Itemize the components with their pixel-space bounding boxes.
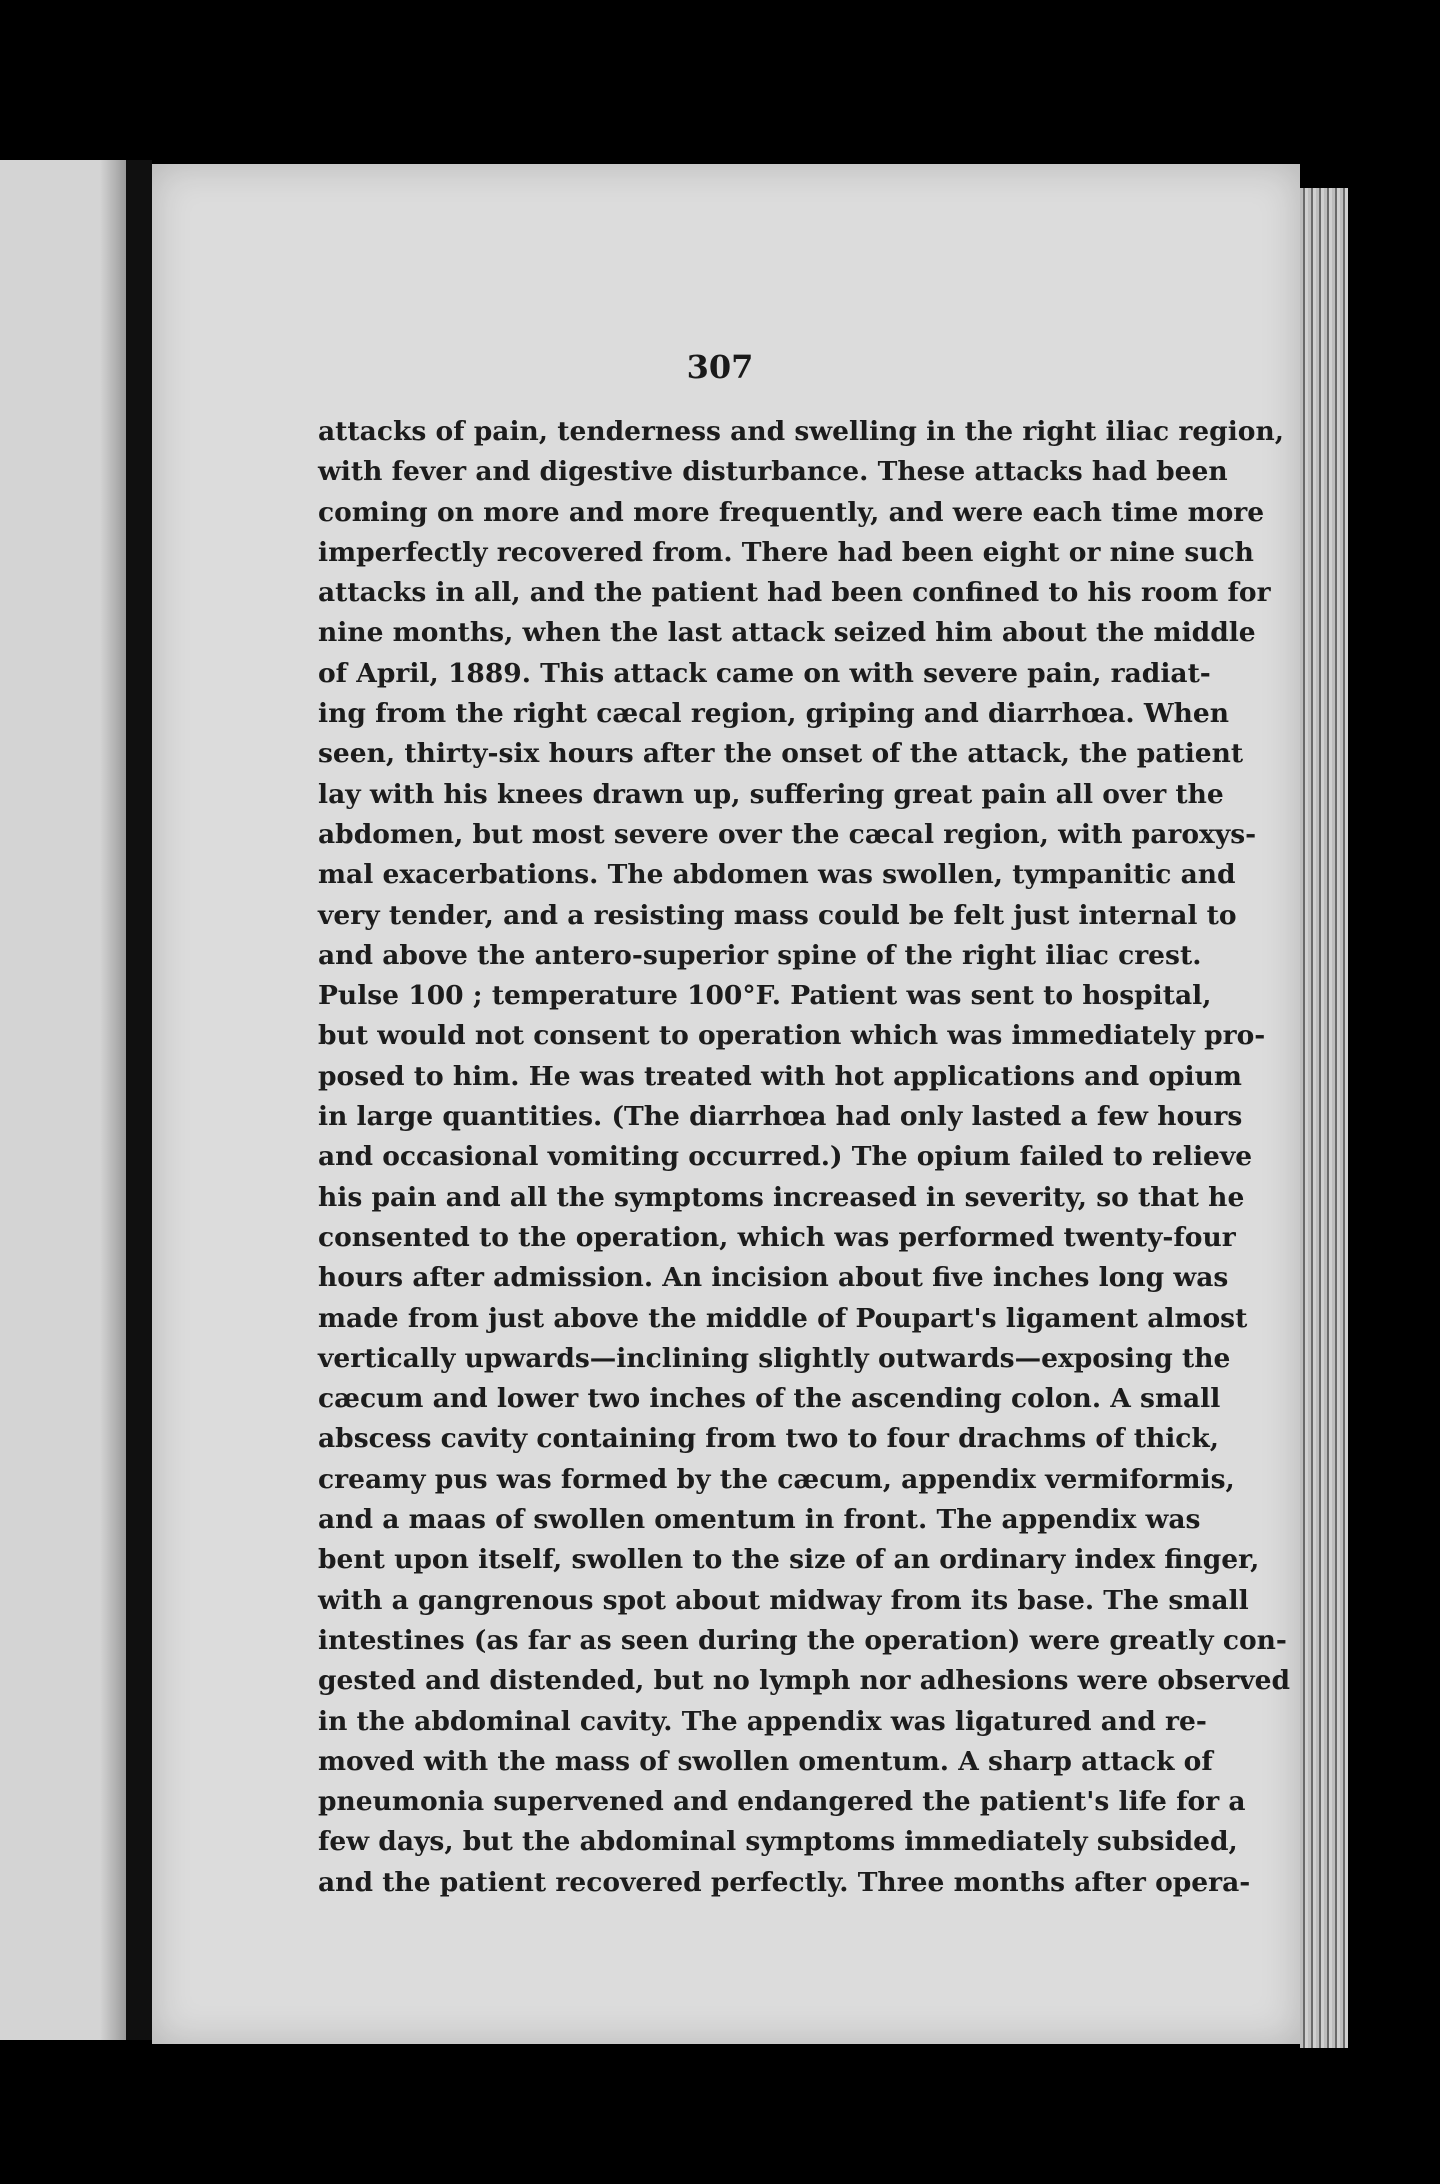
body-text (318, 412, 1291, 1903)
text-line: abscess cavity containing from two to four drachms of thick, (318, 1423, 1219, 1455)
book-spine (126, 160, 152, 2040)
text-line: gested and distended, but no lymph nor adhesions were observed (318, 1665, 1291, 1697)
page-number: 307 (686, 348, 754, 386)
page-edges (1300, 188, 1348, 2048)
text-line: moved with the mass of swollen omentum. A sharp attack of (318, 1745, 1213, 1777)
text-line: vertically upwards—inclining slightly outwards—exposing the (318, 1342, 1231, 1374)
text-line: attacks of pain, tenderness and swelling in the right iliac region, (318, 416, 1284, 447)
text-line: and occasional vomiting occurred.) The opium failed to relieve (318, 1141, 1253, 1173)
text-line: cæcum and lower two inches of the ascending colon. A small (318, 1383, 1221, 1415)
text-line: pneumonia supervened and endangered the patient's life for a (318, 1786, 1246, 1818)
text-line: very tender, and a resisting mass could be felt just internal to (318, 899, 1237, 931)
facing-page-gutter-shadow (100, 160, 126, 2040)
text-line: of April, 1889. This attack came on with severe pain, radiat- (318, 657, 1211, 689)
text-line: few days, but the abdominal symptoms immediately subsided, (318, 1826, 1238, 1858)
text-line: mal exacerbations. The abdomen was swollen, tympanitic and (318, 859, 1236, 891)
text-line: in the abdominal cavity. The appendix was ligatured and re- (318, 1705, 1207, 1737)
text-line: abdomen, but most severe over the cæcal region, with paroxys- (318, 818, 1257, 850)
text-line: coming on more and more frequently, and were each time more (318, 496, 1265, 528)
text-line: and the patient recovered perfectly. Three months after opera- (318, 1866, 1251, 1898)
text-line: attacks in all, and the patient had been confined to his room for (318, 577, 1271, 609)
text-line: bent upon itself, swollen to the size of an ordinary index finger, (318, 1544, 1260, 1576)
text-line: imperfectly recovered from. There had been eight or nine such (318, 536, 1254, 568)
text-line: intestines (as far as seen during the operation) were greatly con- (318, 1624, 1287, 1656)
text-line: creamy pus was formed by the cæcum, appendix vermiformis, (318, 1463, 1235, 1495)
text-line: made from just above the middle of Poupart's ligament almost (318, 1302, 1248, 1334)
text-line: nine months, when the last attack seized him about the middle (318, 617, 1256, 649)
text-line: his pain and all the symptoms increased in severity, so that he (318, 1181, 1245, 1213)
text-line: hours after admission. An incision about five inches long was (318, 1262, 1229, 1294)
text-line: but would not consent to operation which was immediately pro- (318, 1020, 1266, 1052)
text-line: and above the antero-superior spine of the right iliac crest. (318, 939, 1202, 971)
text-line: seen, thirty-six hours after the onset of the attack, the patient (318, 738, 1244, 770)
text-line: in large quantities. (The diarrhœa had only lasted a few hours (318, 1101, 1243, 1133)
text-line: Pulse 100 ; temperature 100°F. Patient was sent to hospital, (318, 980, 1212, 1012)
text-line: with fever and digestive disturbance. These attacks had been (318, 456, 1228, 488)
text-line: consented to the operation, which was performed twenty-four (318, 1221, 1236, 1253)
text-line: posed to him. He was treated with hot applications and opium (318, 1060, 1242, 1092)
text-line: lay with his knees drawn up, suffering great pain all over the (318, 778, 1224, 810)
text-line: ing from the right cæcal region, griping and diarrhœa. When (318, 698, 1230, 730)
text-line: with a gangrenous spot about midway from its base. The small (318, 1584, 1249, 1616)
text-line: and a maas of swollen omentum in front. The appendix was (318, 1504, 1201, 1536)
